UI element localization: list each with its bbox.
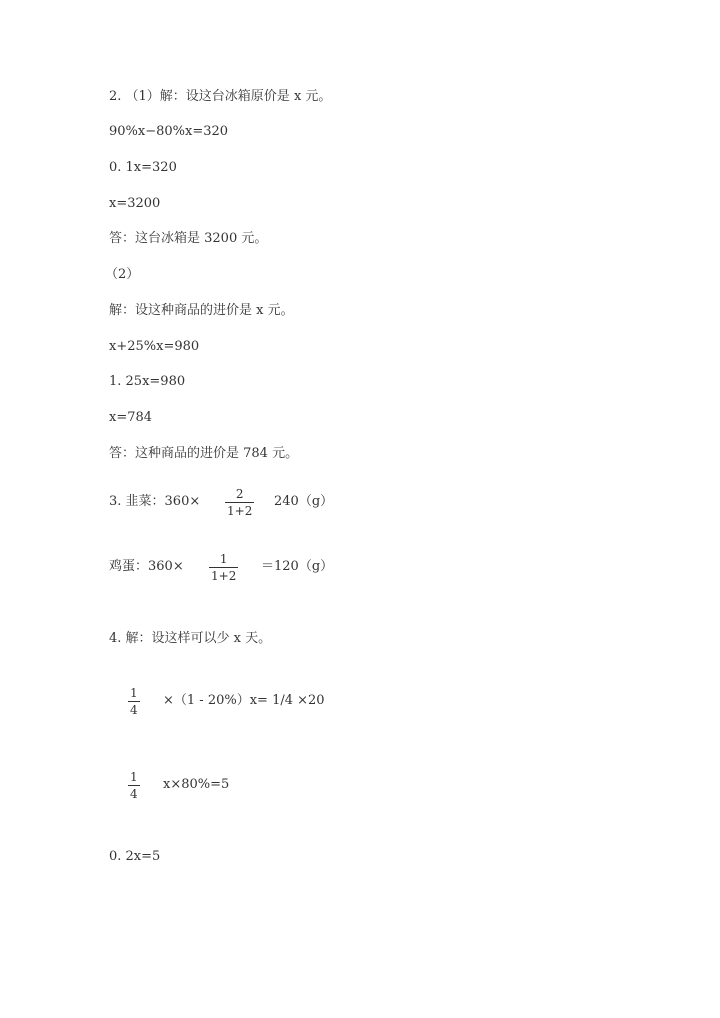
- q2-part1-setup: 2. （1）解：设这台冰箱原价是 x 元。: [109, 89, 332, 104]
- fraction-denominator: 4: [130, 787, 138, 801]
- q4-setup: 4. 解：设这样可以少 x 天。: [109, 631, 272, 646]
- q3-fraction-2: [209, 552, 238, 583]
- fraction-bar: [128, 701, 140, 702]
- q4-eq1-fraction: [128, 686, 140, 717]
- q3-egg-prefix: 鸡蛋：360×: [109, 559, 184, 574]
- fraction-bar: [209, 567, 238, 568]
- q2-solution: x=3200: [109, 196, 161, 211]
- q2-part2-answer: 答：这种商品的进价是 784 元。: [109, 446, 299, 461]
- q2-part2-setup: 解：设这种商品的进价是 x 元。: [109, 303, 294, 318]
- fraction-denominator: 1+2: [227, 504, 253, 518]
- q2-part2-simplified: 1. 25x=980: [109, 374, 186, 389]
- q4-eq2-fraction: [128, 770, 140, 801]
- q2-part2-solution: x=784: [109, 410, 153, 425]
- q2-equation: 90%x−80%x=320: [109, 124, 229, 139]
- q4-eq1-rest: ×（1 - 20%）x= 1/4 ×20: [163, 693, 325, 708]
- q4-simplified: 0. 2x=5: [109, 849, 161, 864]
- fraction-denominator: 4: [130, 703, 138, 717]
- fraction-numerator: 1: [130, 686, 138, 700]
- q3-chives-result: 240（g）: [274, 494, 334, 509]
- fraction-denominator: 1+2: [211, 569, 237, 583]
- fraction-numerator: 1: [130, 770, 138, 784]
- q2-part2-label: （2）: [105, 267, 140, 282]
- q2-answer: 答：这台冰箱是 3200 元。: [109, 231, 268, 246]
- q4-eq2-rest: x×80%=5: [163, 777, 230, 792]
- q3-fraction-1: [225, 487, 254, 518]
- fraction-bar: [225, 502, 254, 503]
- fraction-numerator: 1: [219, 552, 228, 566]
- q3-chives-prefix: 3. 韭菜：360×: [109, 494, 201, 509]
- fraction-numerator: 2: [235, 487, 244, 501]
- q2-simplified: 0. 1x=320: [109, 160, 177, 175]
- q3-egg-result: ＝120（g）: [261, 559, 334, 574]
- q2-part2-equation: x+25%x=980: [109, 339, 200, 354]
- fraction-bar: [128, 785, 140, 786]
